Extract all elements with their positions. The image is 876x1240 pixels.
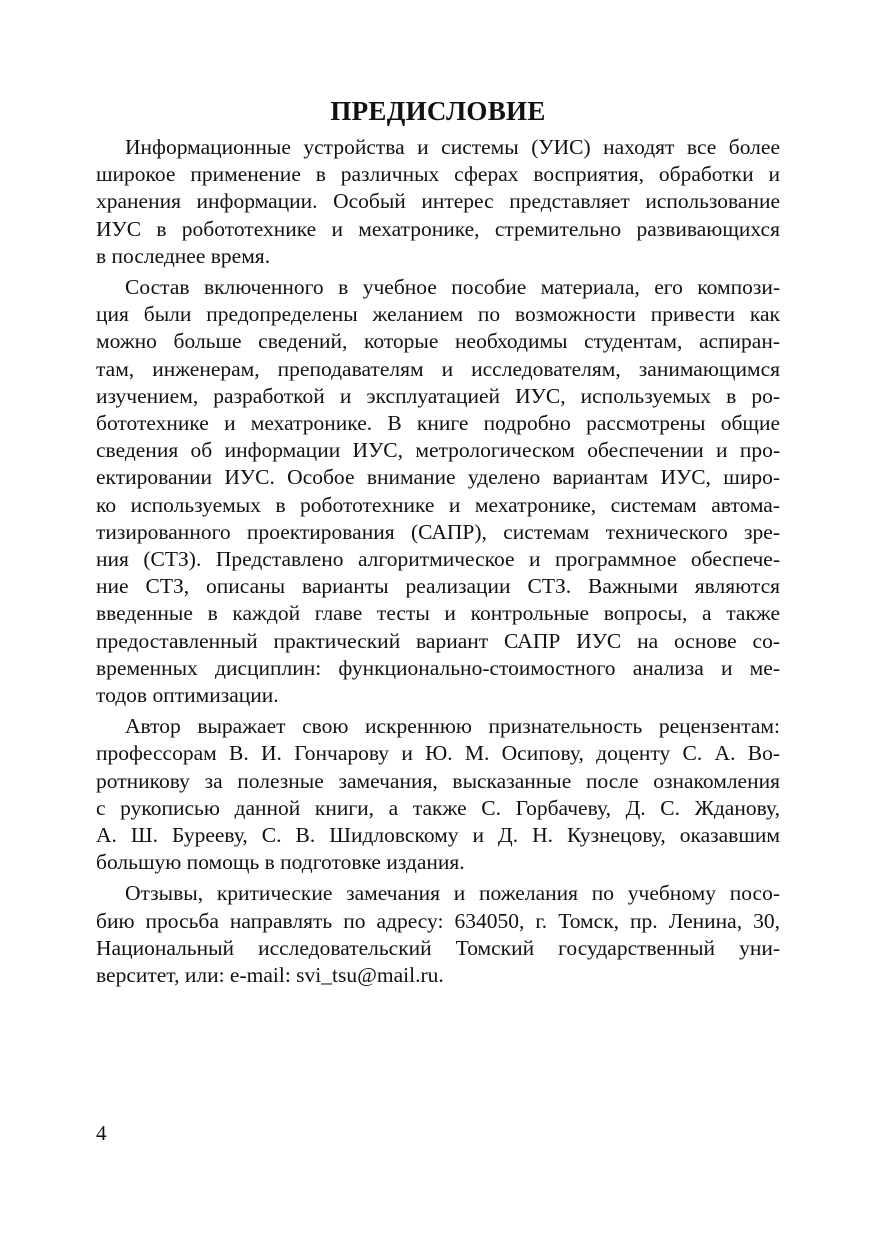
text-line: там, инженерам, преподавателям и исследователям, занимающимся xyxy=(96,356,780,381)
text-line: ектировании ИУС. Особое внимание уделено вариантам ИУС, широ- xyxy=(96,465,780,490)
text-line: ция были предопределены желанием по возможности привести как xyxy=(96,302,780,327)
text-line: Отзывы, критические замечания и пожелания по учебному посо- xyxy=(125,881,780,906)
text-line: можно больше сведений, которые необходимы студентам, аспиран- xyxy=(96,329,780,354)
text-line: бию просьба направлять по адресу: 634050, г. Томск, пр. Ленина, 30, xyxy=(96,908,780,933)
text-line: сведения об информации ИУС, метрологическом обеспечении и про- xyxy=(96,438,780,463)
text-line: введенные в каждой главе тесты и контрольные вопросы, а также xyxy=(96,601,780,626)
text-line: большую помощь в подготовке издания. xyxy=(96,850,465,875)
text-line: верситет, или: e-mail: svi_tsu@mail.ru. xyxy=(96,963,444,988)
text-line: с рукописью данной книги, а также С. Горбачеву, Д. С. Жданову, xyxy=(96,795,780,820)
text-line: предоставленный практический вариант САПР ИУС на основе со- xyxy=(96,628,780,653)
paragraph-3 xyxy=(96,713,780,876)
document-page xyxy=(96,92,780,993)
text-line: хранения информации. Особый интерес представляет использование xyxy=(96,189,780,214)
text-line: широкое применение в различных сферах восприятия, обработки и xyxy=(96,162,780,187)
page-number: 4 xyxy=(96,1121,107,1145)
paragraph-2 xyxy=(96,274,780,709)
text-line: временных дисциплин: функционально-стоимостного анализа и ме- xyxy=(96,655,780,680)
paragraph-4 xyxy=(96,880,780,989)
text-line: А. Ш. Буреeву, С. В. Шидловскому и Д. Н. Кузнецову, оказавшим xyxy=(96,823,780,848)
page-title: ПРЕДИСЛОВИЕ xyxy=(330,96,546,126)
text-line: ние СТЗ, описаны варианты реализации СТЗ. Важными являются xyxy=(96,574,780,599)
text-line: ния (СТЗ). Представлено алгоритмическое и программное обеспече- xyxy=(96,547,780,572)
text-line: в последнее время. xyxy=(96,243,271,268)
text-line: ИУС в робототехнике и мехатронике, стремительно развивающихся xyxy=(96,216,780,241)
text-line: тизированного проектирования (САПР), системам технического зре- xyxy=(96,519,780,544)
text-line: ко используемых в робототехнике и мехатронике, системам автома- xyxy=(96,492,780,517)
text-line: Состав включенного в учебное пособие материала, его компози- xyxy=(125,275,780,300)
text-line: бототехнике и мехатронике. В книге подробно рассмотрены общие xyxy=(96,411,780,436)
text-line: Автор выражает свою искреннюю признательность рецензентам: xyxy=(125,714,780,739)
text-line: ротникову за полезные замечания, высказанные после ознакомления xyxy=(96,768,780,793)
text-line: Информационные устройства и системы (УИС) находят все более xyxy=(125,135,780,159)
text-line: Национальный исследовательский Томский государственный уни- xyxy=(96,935,780,960)
text-line: изучением, разработкой и эксплуатацией ИУС, используемых в ро- xyxy=(96,383,780,408)
paragraph-1 xyxy=(96,134,780,270)
text-line: профессорам В. И. Гончарову и Ю. М. Осипову, доценту С. А. Во- xyxy=(96,741,780,766)
text-line: тодов оптимизации. xyxy=(96,683,279,708)
